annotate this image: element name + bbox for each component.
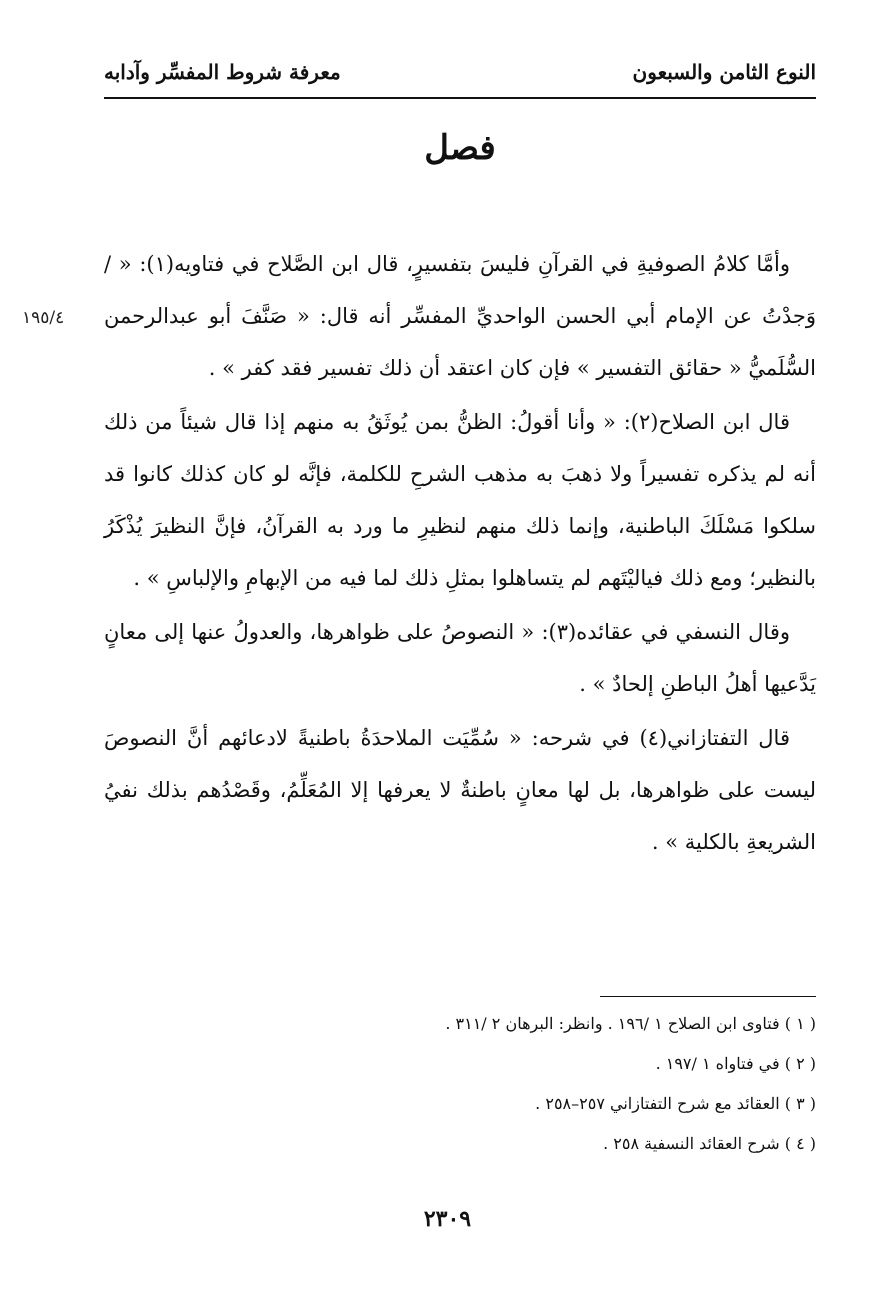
header-chapter-title: النوع الثامن والسبعون (632, 60, 816, 84)
section-title: فصل (424, 128, 496, 168)
running-header (104, 52, 816, 92)
margin-volume-page-reference: ١٩٥/٤ (22, 308, 65, 328)
body-text (104, 238, 816, 870)
header-divider (104, 97, 816, 99)
footnote-divider (600, 996, 816, 997)
paragraph-4: قال التفتازاني(٤) في شرحه: « سُمِّيَت الملاحدَةُ باطنيةً لادعائهم أنَّ النصوصَ ليست على ظواهرها، بل لها معانٍ باطنةٌ لا يعرفها إلا المُعَلِّمُ، وقَصْدُهم بذلك نفيُ الشريعةِ بالكلية » . (104, 726, 816, 854)
footnote-3: ( ٣ ) العقائد مع شرح التفتازاني ٢٥٧–٢٥٨ . (535, 1094, 816, 1113)
footnote-2: ( ٢ ) في فتاواه ١ /١٩٧ . (655, 1054, 816, 1073)
paragraph-3: وقال النسفي في عقائده(٣): « النصوصُ على ظواهرها، والعدولُ عنها إلى معانٍ يَدَّعيها أهلُ الباطنِ إلحادٌ » . (104, 620, 816, 696)
footnotes (104, 1004, 816, 1164)
header-topic-title: معرفة شروط المفسِّر وآدابه (104, 60, 341, 84)
footnote-4: ( ٤ ) شرح العقائد النسفية ٢٥٨ . (603, 1134, 816, 1153)
footnote-1: ( ١ ) فتاوى ابن الصلاح ١ /١٩٦ . وانظر: البرهان ٢ /٣١١ . (445, 1014, 816, 1033)
paragraph-1: وأمَّا كلامُ الصوفيةِ في القرآنِ فليسَ بتفسيرٍ، قال ابن الصَّلاح في فتاويه(١): « / وَجدْتُ عن الإمام أبي الحسن الواحديِّ المفسِّر أنه قال: « صَنَّفَ أبو عبدالرحمن السُّلَميُّ « حقائق التفسير » فإن كان اعتقد أن ذلك تفسير فقد كفر » . (104, 252, 816, 380)
page-number: ٢٣٠٩ (423, 1206, 472, 1232)
paragraph-2: قال ابن الصلاح(٢): « وأنا أقولُ: الظنُّ بمن يُوثَقُ به منهم إذا قال شيئاً من ذلك أنه لم يذكره تفسيراً ولا ذهبَ به مذهب الشرحِ للكلمة، فإنَّه لو كان كذلك كانوا قد سلكوا مَسْلَكَ الباطنية، وإنما ذلك منهم لنظيرِ ما ورد به القرآنُ، فإنَّ النظيرَ يُذْكَرُ بالنظير؛ ومع ذلك فياليْتَهم لم يتساهلوا بمثلِ ذلك لما فيه من الإبهامِ والإلباسِ » . (104, 410, 816, 590)
